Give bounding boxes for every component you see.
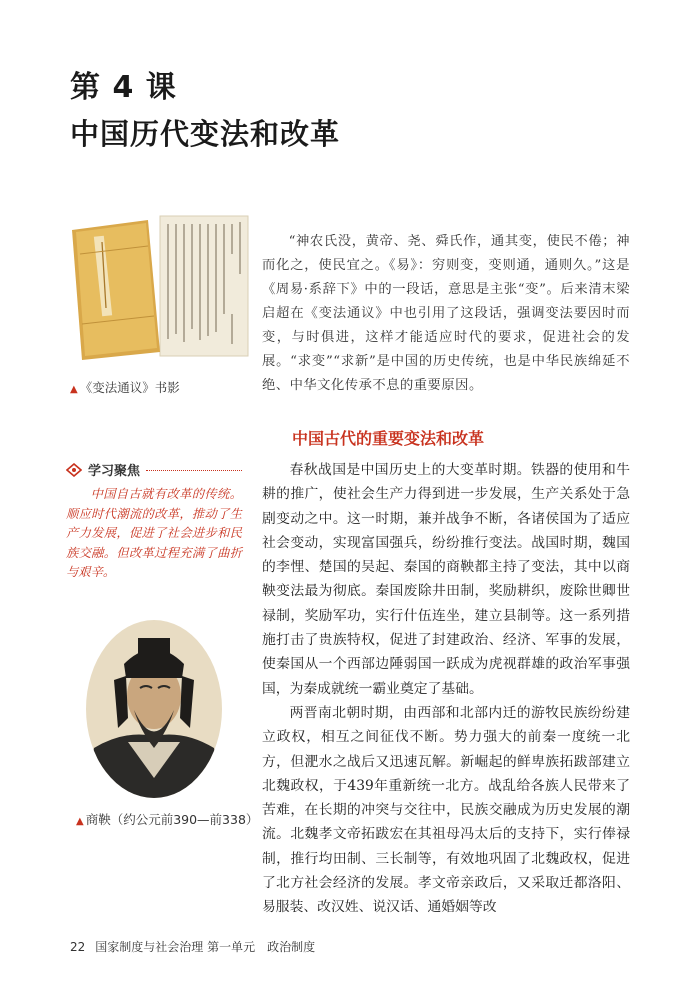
study-focus-label: 学习聚焦 (88, 464, 141, 479)
study-focus-header (66, 460, 242, 479)
lesson-number: 第 4 课 (70, 70, 177, 105)
page-number: 22 (70, 940, 86, 954)
running-title: 国家制度与社会治理 第一单元 政治制度 (95, 940, 316, 954)
book-caption: ▲ 《变法通议》书影 (70, 380, 180, 395)
section-heading: 中国古代的重要变法和改革 (292, 429, 485, 448)
diamond-icon (66, 463, 82, 477)
triangle-marker-icon: ▲ (70, 384, 78, 395)
triangle-marker-icon: ▲ (76, 816, 84, 827)
body-paragraph: 春秋战国是中国历史上的大变革时期。铁器的使用和牛耕的推广，使社会生产力得到进一步发展，生产关系处于急剧变动之中。这一时期，兼并战争不断，各诸侯国为了适应社会变动，实现富国强兵，纷纷推行变法。战国时期，魏国的李悝、楚国的吴起、秦国的商鞅都主持了变法，其中以商鞅变法最为彻底。秦国废除井田制，奖励耕织，废除世卿世禄制，奖励军功，实行什伍连坐，建立县制等。这一系列措施打击了贵族特权，促进了封建政治、经济、军事的发展，使秦国从一个西部边陲弱国一跃成为虎视群雄的政治军事强国，为秦成就统一霸业奠定了基础。 (262, 462, 630, 697)
dotted-divider (146, 470, 242, 471)
body-paragraph: 两晋南北朝时期，由西部和北部内迁的游牧民族纷纷建立政权，相互之间征伐不断。势力强大的前秦一度统一北方，但淝水之战后又迅速瓦解。新崛起的鲜卑族拓跋部建立北魏政权，于439年重新统一北方。战乱给各族人民带来了苦难，在长期的冲突与交往中，民族交融成为历史发展的潮流。北魏孝文帝拓跋宏在其祖母冯太后的支持下，实行俸禄制，推行均田制、三长制等，有效地巩固了北魏政权，促进了北方社会经济的发展。孝文帝亲政后，又采取迁都洛阳、易服装、改汉姓、说汉话、通婚姻等改 (262, 704, 630, 916)
shang-yang-portrait (84, 618, 224, 800)
study-focus-box (66, 460, 242, 583)
portrait-caption: ▲ 商鞅（约公元前390—前338） (76, 812, 259, 827)
body-text (262, 458, 630, 920)
intro-paragraph: “神农氏没，黄帝、尧、舜氏作，通其变，使民不倦；神而化之，使民宜之。《易》：穷则变，变则通，通则久。”这是《周易·系辞下》中的一段话，意思是主张“变”。后来清末梁启超在《变法通议》中也引用了这段话，强调变法要因时而变，与时俱进，这样才能适应时代的要求，促进社会的发展。“求变”“求新”是中国的历史传统，也是中华民族绵延不绝、中华文化传承不息的重要原因。 (262, 234, 630, 393)
lesson-title: 中国历代变法和改革 (70, 117, 341, 151)
book-image (68, 214, 250, 362)
page-footer (70, 938, 315, 955)
study-focus-text: 中国自古就有改革的传统。顺应时代潮流的改革，推动了生产力发展，促进了社会进步和民族交融。但改革过程充满了曲折与艰辛。 (66, 487, 242, 579)
